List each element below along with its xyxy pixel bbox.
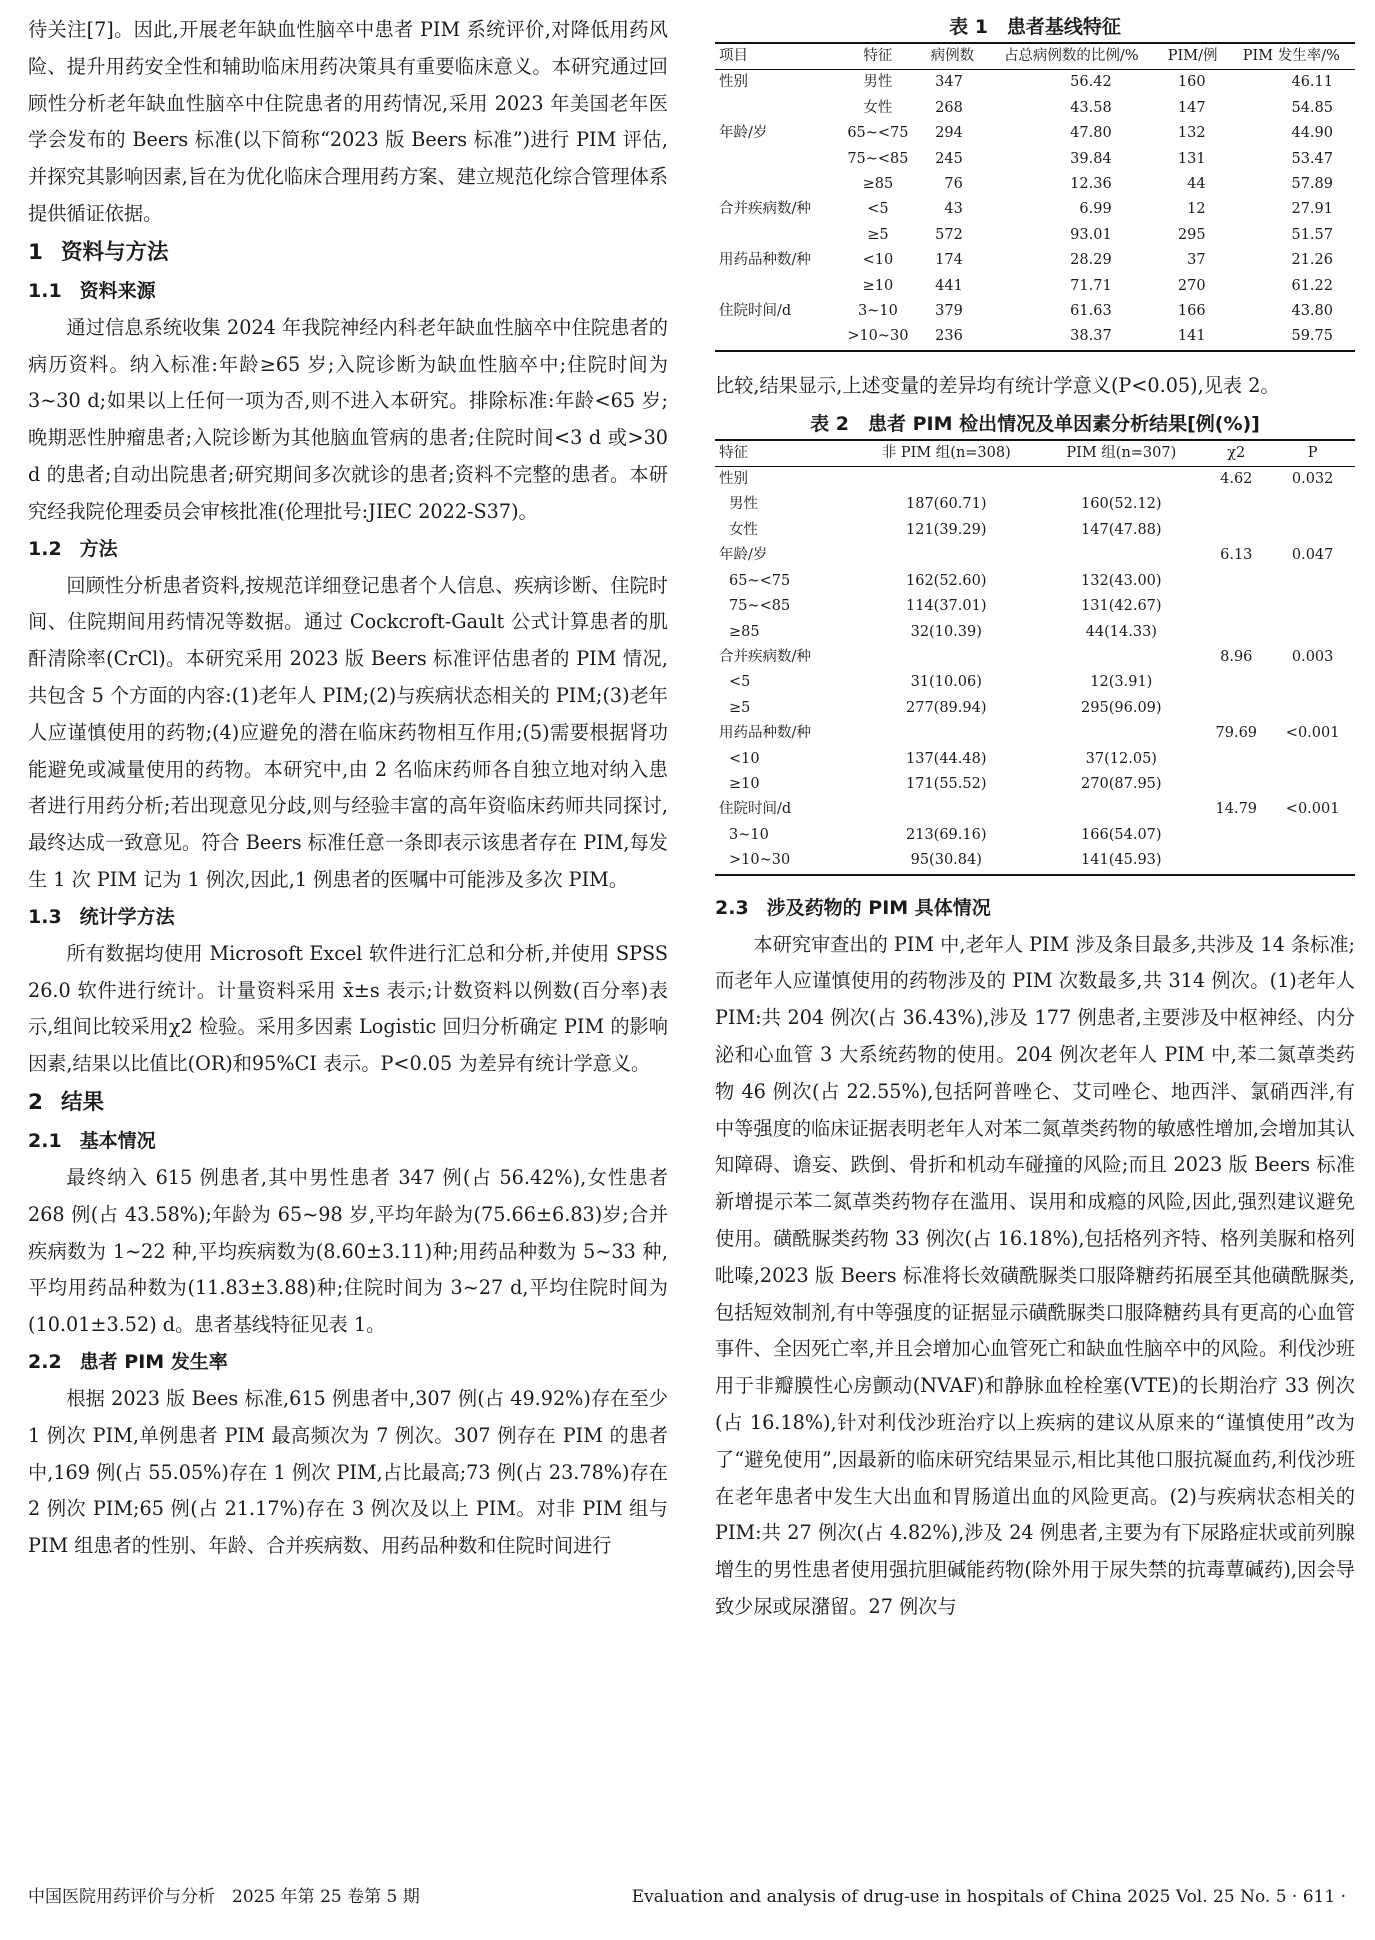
table-cell: 379 [935, 303, 963, 320]
section-title: 基本情况 [79, 1129, 156, 1152]
journal-name-cn: 中国医院用药评价与分析 2025 年第 25 卷第 5 期 [28, 1887, 420, 1907]
table-row [715, 594, 1355, 619]
table-cell: 27.91 [1291, 201, 1333, 218]
table-cell [1270, 696, 1355, 721]
table-cell: 132(43.00) [1081, 572, 1162, 589]
table-row [715, 223, 1355, 248]
baseline-table [715, 42, 1355, 352]
table-cell: 166(54.07) [1081, 826, 1162, 843]
table-cell: 43 [944, 201, 963, 218]
column-header: 项目 [719, 48, 748, 64]
table-cell: 38.37 [1070, 328, 1112, 345]
table-cell: 53.47 [1291, 150, 1333, 167]
table-cell: 268 [935, 99, 963, 116]
table-cell [1270, 848, 1355, 874]
column-header: 特征 [863, 48, 893, 64]
table-cell: 男性 [863, 74, 893, 91]
table-cell: 114(37.01) [906, 598, 987, 615]
table-cell [1202, 569, 1270, 594]
table-cell: ≥85 [862, 176, 894, 193]
table-cell: 131 [1177, 150, 1206, 167]
section-title: 涉及药物的 PIM 具体情况 [766, 896, 991, 919]
table-cell [1040, 645, 1202, 670]
table-row [715, 299, 1355, 324]
table-cell: 6.99 [1079, 201, 1112, 218]
table-cell [1202, 747, 1270, 772]
section-number: 1.3 [28, 905, 62, 928]
table-cell [1040, 797, 1202, 822]
table-cell: 137(44.48) [906, 750, 987, 767]
table-cell: 59.75 [1291, 328, 1333, 345]
basic-info-paragraph: 最终纳入 615 例患者,其中男性患者 347 例(占 56.42%),女性患者 268 例(占 43.58%);年龄为 65~98 岁,平均年龄为(75.66±6.83)岁;合并疾病数为 1~22 种,平均疾病数为(8.60±3.11)种;用药品种数为 5~33 种,平均用药品种数为(11.83±3.88)种;住院时间为 3~27 d,平均住院时间为(10.01±3.52) d。患者基线特征见表 1。 [28, 1165, 668, 1337]
section-title: 统计学方法 [79, 905, 175, 928]
table-cell [1202, 492, 1270, 517]
table-cell: ≥5 [729, 699, 751, 716]
table-cell [1202, 594, 1270, 619]
table-cell: 性别 [719, 74, 748, 91]
table-cell: 132 [1177, 125, 1206, 142]
table-cell [852, 467, 1040, 493]
table-cell: 141(45.93) [1081, 852, 1162, 869]
section-number: 2.2 [28, 1350, 62, 1373]
table-cell: 95(30.84) [910, 852, 982, 869]
table-row [715, 492, 1355, 517]
table-cell [1040, 721, 1202, 746]
table-cell: 43.58 [1070, 99, 1112, 116]
table-cell [1270, 569, 1355, 594]
table-cell [852, 797, 1040, 822]
table-cell: 141 [1177, 328, 1206, 345]
table-cell: 12 [1187, 201, 1206, 218]
table-row [715, 96, 1355, 121]
table-cell: 441 [935, 277, 963, 294]
table-cell [1202, 823, 1270, 848]
section-title: 资料来源 [79, 279, 156, 302]
table-row [715, 197, 1355, 222]
table-row [715, 848, 1355, 874]
table-row [715, 70, 1355, 96]
table-row [715, 620, 1355, 645]
table-cell: 213(69.16) [906, 826, 987, 843]
statistics-paragraph: 所有数据均使用 Microsoft Excel 软件进行汇总和分析,并使用 SPSS 26.0 软件进行统计。计量资料采用 x̄±s 表示;计数资料以例数(百分率)表示,组间比较采用χ2 检验。采用多因素 Logistic 回归分析确定 PIM 的影响因素,结果以比值比(OR)和95%CI 表示。P<0.05 为差异有统计学意义。 [28, 941, 668, 1076]
section-number: 1 [28, 239, 43, 265]
table-cell: 51.57 [1291, 226, 1333, 243]
table-cell: 0.032 [1291, 471, 1334, 488]
table-cell [1202, 620, 1270, 645]
table-cell: 160 [1177, 74, 1206, 91]
section-1-3-heading [28, 899, 668, 936]
table-cell: 76 [944, 176, 963, 193]
table-header-row [715, 440, 1355, 467]
section-2-3-heading [715, 890, 1355, 927]
table-cell: 0.003 [1291, 648, 1334, 665]
methods-paragraph: 回顾性分析患者资料,按规范详细登记患者个人信息、疾病诊断、住院时间、住院期间用药情况等数据。通过 Cockcroft-Gault 公式计算患者的肌酐清除率(CrCl)。本研究采用 2023 版 Beers 标准评估患者的 PIM 情况,共包含 5 个方面的内容:(1)老年人 PIM;(2)与疾病状态相关的 PIM;(3)老年人应谨慎使用的药物;(4)应避免的潜在临床药物相互作用;(5)需要根据肾功能避免或减量使用的药物。本研究中,由 2 名临床药师各自独立地对纳入患者进行用药分析;若出现意见分歧,则与经验丰富的高年资临床药师共同探讨,最终达成一致意见。符合 Beers 标准任意一条即表示该患者存在 PIM,每发生 1 次 PIM 记为 1 例次,因此,1 例患者的医嘱中可能涉及多次 PIM。 [28, 573, 668, 891]
table-cell [1270, 492, 1355, 517]
column-header: P [1307, 444, 1318, 461]
table-cell: 12.36 [1070, 176, 1112, 193]
table-cell: 147(47.88) [1081, 521, 1162, 538]
table-cell: 6.13 [1220, 547, 1253, 564]
table-cell: <5 [729, 674, 751, 691]
table-row [715, 147, 1355, 172]
column-header: 非 PIM 组(n=308) [881, 444, 1011, 461]
table-cell: 3~10 [858, 303, 898, 320]
table-cell: 43.80 [1291, 303, 1333, 320]
pim-incidence-paragraph: 根据 2023 版 Bees 标准,615 例患者中,307 例(占 49.92%)存在至少 1 例次 PIM,单例患者 PIM 最高频次为 7 例次。307 例存在 PIM 的患者中,169 例(占 55.05%)存在 1 例次 PIM,占比最高;73 例(占 23.78%)存在 2 例次 PIM;65 例(占 21.17%)存在 3 例次及以上 PIM。对非 PIM 组与 PIM 组患者的性别、年龄、合并疾病数、用药品种数和住院时间进行 [28, 1386, 668, 1558]
table-cell [1270, 772, 1355, 797]
table-cell: 性别 [719, 471, 748, 488]
section-2-2-heading [28, 1344, 668, 1381]
table-cell [1270, 518, 1355, 543]
table-cell: <10 [862, 252, 894, 269]
table-cell: 277(89.94) [906, 699, 987, 716]
table-cell: 31(10.06) [910, 674, 982, 691]
table-row [715, 823, 1355, 848]
table-cell [715, 147, 836, 172]
table-cell: 71.71 [1070, 277, 1112, 294]
table-cell: 8.96 [1220, 648, 1253, 665]
table-row [715, 747, 1355, 772]
table-cell: 44.90 [1291, 125, 1333, 142]
table-cell: 121(39.29) [906, 521, 987, 538]
table-cell: 187(60.71) [906, 496, 987, 513]
table-cell: 61.63 [1070, 303, 1112, 320]
table-cell [1040, 543, 1202, 568]
table-row [715, 172, 1355, 197]
table-cell [852, 543, 1040, 568]
table-1-caption: 表 1 患者基线特征 [949, 16, 1121, 38]
table-cell: 162(52.60) [906, 572, 987, 589]
table-cell: 年龄/岁 [719, 547, 768, 564]
table-row [715, 248, 1355, 273]
drug-pim-paragraph: 本研究审查出的 PIM 中,老年人 PIM 涉及条目最多,共涉及 14 条标准;而老年人应谨慎使用的药物涉及的 PIM 次数最多,共 314 例次。(1)老年人 PIM:共 204 例次(占 36.43%),涉及 177 例患者,主要涉及中枢神经、内分泌和心血管 3 大系统药物的使用。204 例次老年人 PIM 中,苯二氮䓬类药物 46 例次(占 22.55%),包括阿普唑仑、艾司唑仑、地西泮、氯硝西泮,有中等强度的临床证据表明老年人对苯二氮䓬类药物的敏感性增加,会增加其认知障碍、谵妄、跌倒、骨折和机动车碰撞的风险;而且 2023 版 Beers 标准新增提示苯二氮䓬类药物存在滥用、误用和成瘾的风险,因此,强烈建议避免使用。磺酰脲类药物 33 例次(占 16.18%),包括格列齐特、格列美脲和格列吡嗪,2023 版 Beers 标准将长效磺酰脲类口服降糖药拓展至其他磺酰脲类,包括短效制剂,有中等强度的证据显示磺酰脲类口服降糖药具有更高的心血管事件、全因死亡率,并且会增加心血管死亡和缺血性脑卒中的风险。利伐沙班用于非瓣膜性心房颤动(NVAF)和静脉血栓栓塞(VTE)的长期治疗 33 例次(占 16.18%),针对利伐沙班治疗以上疾病的建议从原来的“谨慎使用”改为了“避免使用”,因最新的临床研究结果显示,相比其他口服抗凝血药,利伐沙班在老年患者中发生大出血和胃肠道出血的风险更高。(2)与疾病状态相关的 PIM:共 27 例次(占 4.82%),涉及 24 例患者,主要为有下尿路症状或前列腺增生的男性患者使用强抗胆碱能药物(除外用于尿失禁的抗毒蕈碱药),因会导致少尿或尿潴留。27 例次与 [715, 932, 1355, 1618]
table-cell: 270(87.95) [1081, 775, 1162, 792]
table-cell: >10~30 [847, 328, 909, 345]
section-title: 结果 [60, 1089, 104, 1115]
table-row [715, 324, 1355, 350]
section-number: 2.1 [28, 1129, 62, 1152]
table-cell: 女性 [863, 99, 893, 116]
section-title: 资料与方法 [60, 239, 169, 265]
table-cell: 174 [935, 252, 963, 269]
column-header: 占总病例数的比例/% [1003, 48, 1139, 64]
table-row [715, 121, 1355, 146]
results-continuation-paragraph: 比较,结果显示,上述变量的差异均有统计学意义(P<0.05),见表 2。 [715, 373, 1280, 397]
table-cell: 住院时间/d [719, 801, 792, 818]
column-header: 特征 [719, 444, 748, 461]
table-cell: 54.85 [1291, 99, 1333, 116]
table-cell [1202, 518, 1270, 543]
table-cell: 245 [935, 150, 963, 167]
table-cell: 93.01 [1070, 226, 1112, 243]
table-cell: 28.29 [1070, 252, 1112, 269]
table-cell: 171(55.52) [906, 775, 987, 792]
table-cell: 57.89 [1291, 176, 1333, 193]
table-cell [852, 721, 1040, 746]
table-cell [715, 274, 836, 299]
table-cell [715, 172, 836, 197]
table-cell: 37(12.05) [1085, 750, 1157, 767]
intro-paragraph: 待关注[7]。因此,开展老年缺血性脑卒中患者 PIM 系统评价,对降低用药风险、提升用药安全性和辅助临床用药决策具有重要临床意义。本研究通过回顾性分析老年缺血性脑卒中住院患者的用药情况,采用 2023 年美国老年医学会发布的 Beers 标准(以下简称“2023 版 Beers 标准”)进行 PIM 评估,并探究其影响因素,旨在为优化临床合理用药方案、建立规范化综合管理体系提供循证依据。 [28, 18, 668, 225]
table-cell: ≥85 [729, 623, 760, 640]
table-cell [1270, 823, 1355, 848]
table-cell: 347 [935, 74, 963, 91]
table-cell: 75~<85 [847, 150, 909, 167]
table-header-row [715, 43, 1355, 70]
section-2-1-heading [28, 1123, 668, 1160]
table-row [715, 467, 1355, 493]
table-cell [715, 324, 836, 350]
table-cell: 用药品种数/种 [719, 252, 811, 269]
table-cell: <5 [867, 201, 889, 218]
table-cell: 44(14.33) [1085, 623, 1157, 640]
column-header: PIM 发生率/% [1242, 48, 1340, 64]
table-cell: 56.42 [1070, 74, 1112, 91]
table-cell: <10 [729, 750, 760, 767]
table-cell: 131(42.67) [1081, 598, 1162, 615]
table-cell [715, 223, 836, 248]
table-row [715, 670, 1355, 695]
table-cell: 12(3.91) [1090, 674, 1153, 691]
table-cell [715, 96, 836, 121]
table-cell: 44 [1187, 176, 1206, 193]
journal-name-en: Evaluation and analysis of drug-use in hospitals of China 2025 Vol. 25 No. 5 · 611 · [631, 1887, 1346, 1907]
table-cell: 用药品种数/种 [719, 725, 811, 742]
section-1-1-heading [28, 273, 668, 310]
table-row [715, 772, 1355, 797]
table-row [715, 721, 1355, 746]
table-cell [1202, 670, 1270, 695]
table-row [715, 274, 1355, 299]
table-row [715, 645, 1355, 670]
table-cell: 合并疾病数/种 [719, 648, 811, 665]
table-cell: <0.001 [1285, 801, 1340, 818]
column-header: χ2 [1227, 444, 1246, 461]
table-cell: >10~30 [729, 852, 791, 869]
table-cell: 0.047 [1291, 547, 1334, 564]
section-number: 1.1 [28, 279, 62, 302]
section-number: 2.3 [715, 896, 749, 919]
table-cell: ≥5 [867, 226, 889, 243]
table-cell: 3~10 [729, 826, 769, 843]
table-cell [1202, 772, 1270, 797]
table-cell [1270, 594, 1355, 619]
section-number: 2 [28, 1089, 43, 1115]
column-header: PIM/例 [1167, 48, 1218, 64]
table-cell [1040, 467, 1202, 493]
section-title: 患者 PIM 发生率 [79, 1350, 228, 1373]
table-cell: 65~<75 [729, 572, 791, 589]
table-cell [1202, 696, 1270, 721]
table-cell: 14.79 [1215, 801, 1258, 818]
table-cell: 47.80 [1070, 125, 1112, 142]
column-header: PIM 组(n=307) [1066, 444, 1177, 461]
table-cell: 236 [935, 328, 963, 345]
table-cell: 女性 [729, 521, 758, 538]
table-row [715, 696, 1355, 721]
table-cell: 79.69 [1215, 725, 1258, 742]
table-cell: 572 [935, 226, 963, 243]
table-cell: 295 [1177, 226, 1206, 243]
table-cell: 61.22 [1291, 277, 1333, 294]
table-cell: 295(96.09) [1081, 699, 1162, 716]
table-cell: <0.001 [1285, 725, 1340, 742]
table-cell: ≥10 [862, 277, 894, 294]
table-cell: 39.84 [1070, 150, 1112, 167]
table-cell: 294 [935, 125, 963, 142]
table-cell: 166 [1177, 303, 1206, 320]
table-cell: 160(52.12) [1081, 496, 1162, 513]
table-cell: 270 [1177, 277, 1206, 294]
table-cell [852, 645, 1040, 670]
table-cell [1202, 848, 1270, 874]
table-cell: 合并疾病数/种 [719, 201, 811, 218]
right-column [715, 12, 1355, 1626]
section-2-heading [28, 1083, 668, 1123]
table-row [715, 518, 1355, 543]
table-cell [1270, 747, 1355, 772]
section-1-heading [28, 233, 668, 273]
table-row [715, 797, 1355, 822]
data-source-paragraph: 通过信息系统收集 2024 年我院神经内科老年缺血性脑卒中住院患者的病历资料。纳入标准:年龄≥65 岁;入院诊断为缺血性脑卒中;住院时间为 3~30 d;如果以上任何一项为否,则不进入本研究。排除标准:年龄<65 岁;晚期恶性肿瘤患者;入院诊断为其他脑血管病的患者;住院时间<3 d 或>30 d 的患者;自动出院患者;研究期间多次就诊的患者;资料不完整的患者。本研究经我院伦理委员会审核批准(伦理批号:JIEC 2022-S37)。 [28, 315, 668, 523]
table-row [715, 543, 1355, 568]
table-2-caption: 表 2 患者 PIM 检出情况及单因素分析结果[例(%)] [810, 412, 1260, 435]
table-cell: 年龄/岁 [719, 125, 768, 142]
table-cell: 4.62 [1220, 471, 1253, 488]
column-header: 病例数 [930, 48, 975, 64]
table-cell: 37 [1187, 252, 1206, 269]
section-number: 1.2 [28, 537, 62, 560]
table-cell: 32(10.39) [910, 623, 982, 640]
table-cell: 男性 [729, 496, 758, 513]
table-cell: 21.26 [1291, 252, 1333, 269]
table-row [715, 569, 1355, 594]
table-cell [1270, 670, 1355, 695]
table-cell: 住院时间/d [719, 303, 792, 320]
section-1-2-heading [28, 531, 668, 568]
table-cell: 65~<75 [847, 125, 909, 142]
table-cell [1270, 620, 1355, 645]
table-cell: ≥10 [729, 775, 760, 792]
table-cell: 75~<85 [729, 598, 791, 615]
univariate-table [715, 439, 1355, 876]
table-cell: 147 [1177, 99, 1206, 116]
table-cell: 46.11 [1291, 74, 1333, 91]
left-column [28, 12, 668, 1565]
section-title: 方法 [79, 537, 118, 560]
